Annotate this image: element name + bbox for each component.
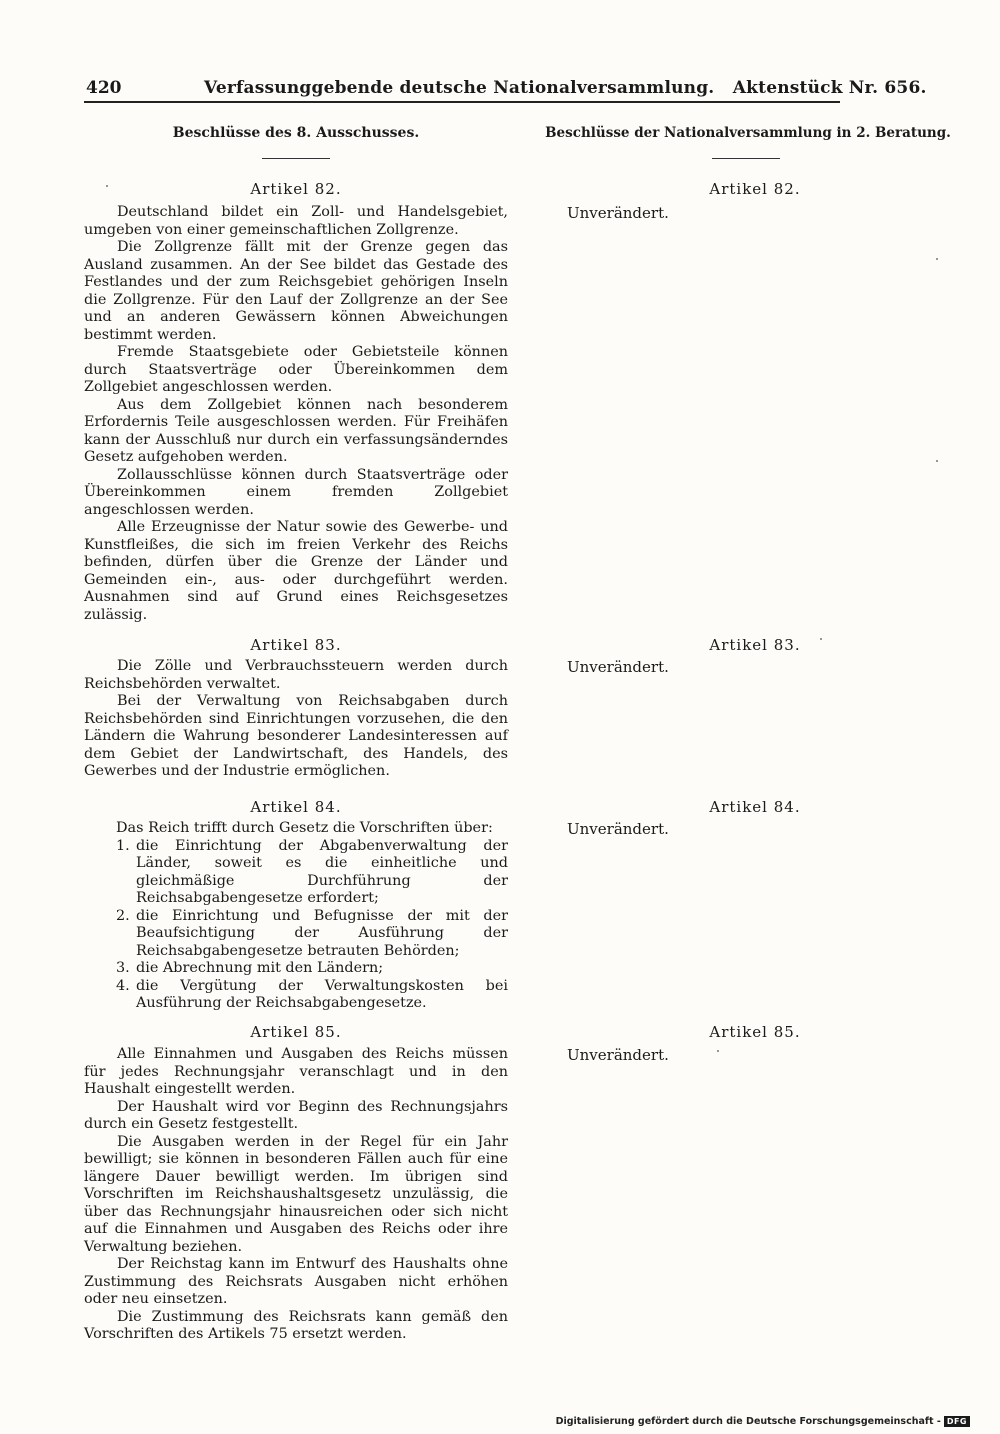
header-rule [84,101,840,103]
article-82-title-right: Artikel 82. [709,180,801,198]
article-83-body [84,658,508,781]
article-82-paragraph: Aus dem Zollgebiet können nach besonderem Erfordernis Teile ausgeschlossen werden. Für Freihäfen kann der Ausschluß nur durch ein verfassungsänderndes Gesetz aufgehoben werden. [84,396,508,465]
list-item-text: die Vergütung der Verwaltungskosten bei Ausführung der Reichsabgabengesetze. [136,977,508,1011]
article-84-list [84,838,508,1013]
article-83-paragraph: Die Zölle und Verbrauchssteuern werden durch Reichsbehörden verwaltet. [84,658,508,692]
list-item [84,978,508,1013]
article-85-title: Artikel 85. [250,1023,342,1041]
left-column-heading: Beschlüsse des 8. Ausschusses. [172,125,420,141]
article-84-title-right: Artikel 84. [709,798,801,816]
page-number: 420 [86,78,122,98]
right-column-heading: Beschlüsse der Nationalversammlung in 2. Beratung. [545,125,951,141]
article-83-paragraph: Bei der Verwaltung von Reichsabgaben durch Reichsbehörden sind Einrichtungen vorzusehen, die den Ländern die Wahrung besonderer Landesinteressen auf dem Gebiet der Landwirtschaft, des Handels, des Gewerbes und der Industrie ermöglichen. [84,693,508,779]
list-item [84,908,508,961]
article-84-unchanged: Unverändert. [567,820,669,838]
left-heading-rule [262,158,330,159]
article-85-unchanged: Unverändert. [567,1046,669,1064]
list-item [84,960,508,978]
right-heading-rule [712,158,780,159]
scan-speck [106,185,108,187]
article-85-paragraph: Die Ausgaben werden in der Regel für ein Jahr bewilligt; sie können in besonderen Fällen auch für eine längere Dauer bewilligt werden. Im übrigen sind Vorschriften im Reichshaushaltsgesetz unzulässig, die über das Rechnungsjahr hinausreichen oder sich nicht auf die Einnahmen und Ausgaben des Reichs oder ihre Verwaltung beziehen. [84,1133,508,1255]
article-83-title-right: Artikel 83. [709,636,801,654]
article-85-body [84,1046,508,1344]
scan-speck [717,1050,719,1052]
article-85-paragraph: Alle Einnahmen und Ausgaben des Reichs müssen für jedes Rechnungsjahr veranschlagt und in den Haushalt eingestellt werden. [84,1046,508,1097]
list-item-number: 3. [116,960,130,976]
article-82-unchanged: Unverändert. [567,204,669,222]
article-84-intro: Das Reich trifft durch Gesetz die Vorschriften über: [116,820,493,836]
article-82-paragraph: Fremde Staatsgebiete oder Gebietsteile können durch Staatsverträge oder Übereinkommen dem Zollgebiet angeschlossen werden. [84,344,508,395]
page-header [86,78,927,102]
article-84-body [84,820,508,1013]
list-item-number: 4. [116,977,130,994]
list-item-number: 1. [116,837,130,854]
list-item-text: die Einrichtung der Abgabenverwaltung der Länder, soweit es die einheitliche und gleichmäßige Durchführung der Reichsabgabengesetze erfordert; [136,837,508,906]
article-84-title: Artikel 84. [250,798,342,816]
list-item-text: die Abrechnung mit den Ländern; [136,960,384,976]
scan-speck [936,460,938,462]
scan-speck [820,638,822,640]
footer-text: Digitalisierung gefördert durch die Deutsche Forschungsgemeinschaft - [555,1416,941,1427]
document-title: Verfassunggebende deutsche Nationalversammlung. Aktenstück Nr. 656. [204,78,927,98]
article-82-body [84,204,508,624]
list-item-number: 2. [116,907,130,924]
article-85-paragraph: Der Reichstag kann im Entwurf des Haushalts ohne Zustimmung des Reichsrats Ausgaben nicht erhöhen oder neu einsetzen. [84,1256,508,1307]
article-83-unchanged: Unverändert. [567,658,669,676]
list-item [84,838,508,908]
digitization-footer [556,1416,970,1427]
list-item-text: die Einrichtung und Befugnisse der mit der Beaufsichtigung der Ausführung der Reichsabgabengesetze betrauten Behörden; [136,907,508,959]
article-85-paragraph: Der Haushalt wird vor Beginn des Rechnungsjahrs durch ein Gesetz festgestellt. [84,1098,508,1132]
article-85-paragraph: Die Zustimmung des Reichsrats kann gemäß den Vorschriften des Artikels 75 ersetzt werden. [84,1308,508,1342]
article-82-paragraph: Deutschland bildet ein Zoll- und Handelsgebiet, umgeben von einer gemeinschaftlichen Zollgrenze. [84,204,508,238]
article-82-paragraph: Alle Erzeugnisse der Natur sowie des Gewerbe- und Kunstfleißes, die sich im freien Verkehr des Reichs befinden, dürfen über die Grenze der Länder und Gemeinden ein-, aus- oder durchgeführt werden. Ausnahmen sind auf Grund eines Reichsgesetzes zulässig. [84,519,508,623]
article-82-title: Artikel 82. [250,180,342,198]
scan-speck [936,258,938,260]
article-85-title-right: Artikel 85. [709,1023,801,1041]
dfg-logo: DFG [944,1416,970,1427]
article-82-paragraph: Zollausschlüsse können durch Staatsverträge oder Übereinkommen einem fremden Zollgebiet angeschlossen werden. [84,466,508,518]
article-83-title: Artikel 83. [250,636,342,654]
article-82-paragraph: Die Zollgrenze fällt mit der Grenze gegen das Ausland zusammen. An der See bildet das Gestade des Festlandes und der zum Reichsgebiet gehörigen Inseln die Zollgrenze. Für den Lauf der Zollgrenze an der See und an anderen Gewässern können Abweichungen bestimmt werden. [84,239,508,343]
